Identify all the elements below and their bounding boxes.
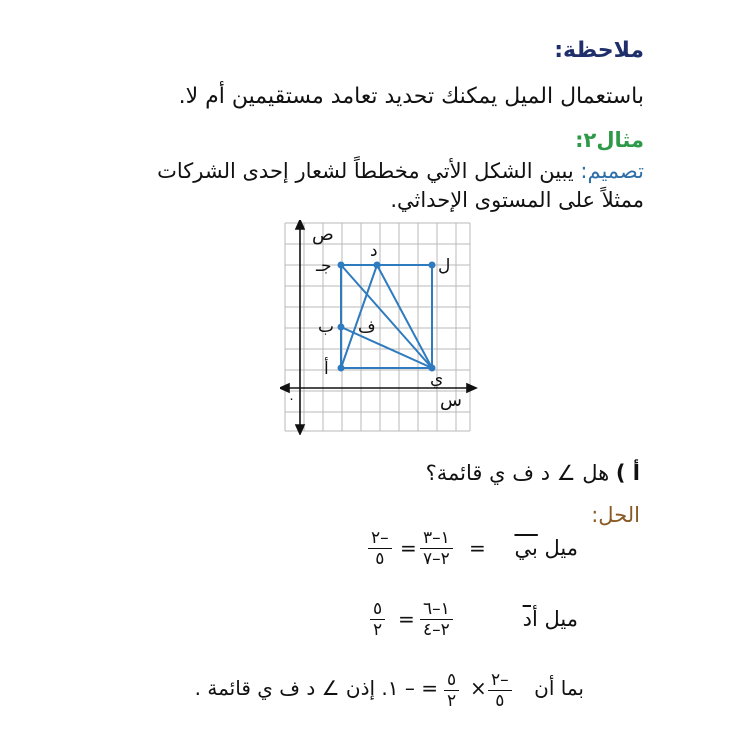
final-f1-num: ٢–	[488, 670, 512, 691]
x-axis-label: س	[440, 390, 462, 411]
final-f2-num: ٥	[444, 670, 459, 691]
point-l	[429, 262, 436, 269]
label-b: ب	[318, 317, 335, 337]
label-l: ل	[438, 256, 451, 276]
slope1-word: ميل	[537, 536, 578, 560]
label-y: ي	[430, 369, 444, 389]
slope1-label	[514, 536, 578, 560]
final-f1-den: ٥	[495, 691, 505, 711]
design-paragraph	[84, 157, 644, 215]
final-fraction-1	[488, 670, 512, 711]
slope2-word: ميل	[537, 607, 578, 631]
slope1-result-num: ٢–	[368, 528, 392, 549]
design-label: تصميم:	[580, 159, 644, 183]
final-prefix: بما أن	[534, 676, 584, 700]
slope2-result-den: ٢	[373, 620, 383, 640]
question-a	[426, 461, 640, 485]
solution-label: الحل:	[591, 503, 640, 527]
slope1-fraction	[420, 528, 453, 569]
slope2-num: ١–٦	[420, 599, 453, 620]
slope2-result	[370, 599, 385, 640]
slope2-label	[523, 607, 578, 631]
y-axis-label: ص	[312, 224, 334, 245]
origin-label: ٠	[288, 392, 295, 407]
final-f2-den: ٢	[447, 691, 457, 711]
label-d: د	[370, 241, 378, 261]
slope1-eq1: =	[469, 536, 486, 560]
slope1-num: ١–٣	[420, 528, 453, 549]
slope2-eq: =	[398, 607, 415, 631]
final-times: ×	[470, 676, 487, 700]
slope2-fraction	[420, 599, 453, 640]
note-title: ملاحظة:	[554, 38, 644, 63]
note-body: باستعمال الميل يمكنك تحديد تعامد مستقيمين أم لا.	[178, 84, 644, 109]
coordinate-graph	[280, 220, 480, 435]
slope2-result-num: ٥	[370, 599, 385, 620]
point-d	[374, 262, 381, 269]
label-j: جـ	[316, 256, 332, 276]
slope1-result-den: ٥	[375, 549, 385, 569]
point-a	[338, 365, 345, 372]
slope2-segment: أد	[522, 607, 538, 631]
point-j	[338, 262, 345, 269]
question-text: هل ∠ د ف ي قائمة؟	[425, 461, 616, 485]
design-text-line2: ممثلاً على المستوى الإحداثي.	[390, 188, 644, 212]
slope1-segment: بي	[514, 536, 538, 560]
slope1-eq2: =	[400, 536, 417, 560]
slope2-den: ٢–٤	[423, 620, 450, 640]
point-b	[338, 324, 345, 331]
label-a: أ	[324, 359, 329, 379]
label-f: ف	[358, 317, 376, 337]
question-marker: أ )	[615, 461, 640, 485]
slope1-den: ٢–٧	[423, 549, 450, 569]
final-fraction-2	[444, 670, 459, 711]
slope1-result	[368, 528, 392, 569]
example-title: مثال٢:	[575, 128, 644, 152]
final-suffix: = – ١. إذن ∠ د ف ي قائمة .	[194, 676, 438, 700]
design-text-line1: يبين الشكل الأتي مخططاً لشعار إحدى الشركات	[157, 159, 581, 183]
